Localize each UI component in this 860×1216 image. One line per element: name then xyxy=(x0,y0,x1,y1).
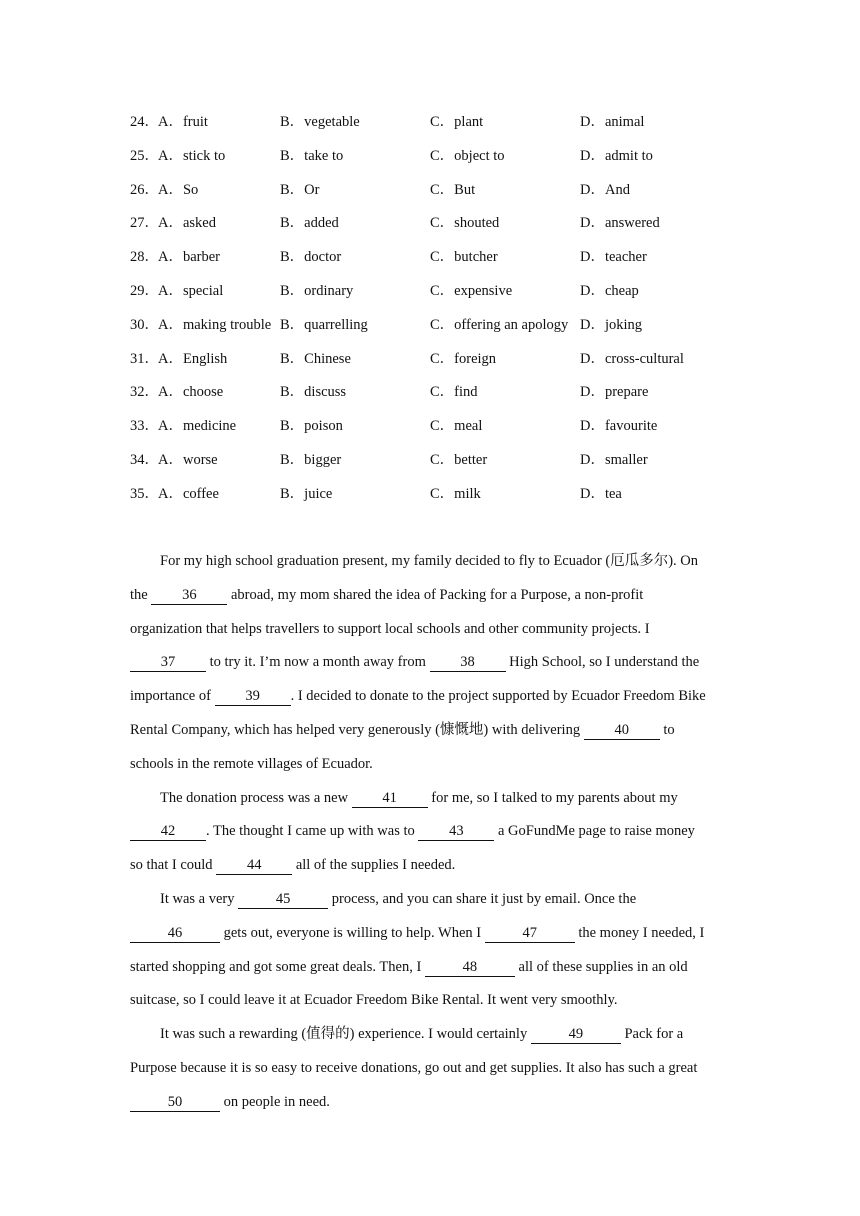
question-row-34 xyxy=(130,449,750,483)
question-row-32 xyxy=(130,381,750,415)
passage-text: Pack for a xyxy=(620,1026,684,1043)
question-row-25 xyxy=(130,145,750,179)
passage-text: all of these supplies in an old xyxy=(514,958,688,975)
option-a: A．choose xyxy=(158,384,224,401)
question-row-26 xyxy=(130,179,750,213)
option-d: D．favourite xyxy=(580,418,658,435)
option-b: B．discuss xyxy=(280,384,347,401)
passage-text: gets out, everyone is willing to help. When I xyxy=(220,924,485,941)
question-row-24 xyxy=(130,111,750,145)
question-number: 32． xyxy=(130,384,159,401)
option-c: C．better xyxy=(430,451,488,468)
question-number: 26． xyxy=(130,181,159,198)
option-d: D．teacher xyxy=(580,249,647,266)
option-a: A．fruit xyxy=(158,114,208,130)
passage-text: organization that helps travellers to support local schools and other community projects. I xyxy=(130,620,650,637)
passage-text: schools in the remote villages of Ecuador. xyxy=(130,755,373,772)
passage-line xyxy=(130,1090,730,1124)
option-a: A．asked xyxy=(158,215,216,232)
option-b: B．vegetable xyxy=(280,114,360,130)
option-d: D．animal xyxy=(580,114,645,130)
option-d: D．admit to xyxy=(580,147,653,164)
option-c: C．offering an apology xyxy=(430,316,569,333)
passage-text: suitcase, so I could leave it at Ecuador Freedom Bike Rental. It went very smoothly. xyxy=(130,992,618,1009)
option-b: B．juice xyxy=(280,485,333,502)
option-b: B．bigger xyxy=(280,451,342,468)
blank-39[interactable]: 39 xyxy=(215,688,291,706)
question-number: 34． xyxy=(130,451,159,468)
option-b: B．Or xyxy=(280,181,320,198)
option-d: D．tea xyxy=(580,485,622,502)
passage-line xyxy=(130,1056,730,1090)
passage-text: all of the supplies I needed. xyxy=(292,857,456,874)
question-row-30 xyxy=(130,314,750,348)
passage-line xyxy=(130,583,730,617)
passage-line xyxy=(130,752,730,786)
question-number: 35． xyxy=(130,485,159,502)
passage-text: High School, so I understand the xyxy=(505,654,700,671)
passage-text: the xyxy=(130,586,152,603)
blank-41[interactable]: 41 xyxy=(352,790,428,808)
question-number: 33． xyxy=(130,418,159,435)
blank-40[interactable]: 40 xyxy=(584,722,660,740)
passage-text: Purpose because it is so easy to receive donations, go out and get supplies. It also has such a great xyxy=(130,1059,698,1076)
blank-42[interactable]: 42 xyxy=(130,823,206,841)
option-d: D．prepare xyxy=(580,384,649,401)
option-c: C．But xyxy=(430,181,476,198)
passage-text: on people in need. xyxy=(220,1093,330,1110)
option-b: B．quarrelling xyxy=(280,316,368,333)
passage-line xyxy=(130,617,730,651)
passage-text: process, and you can share it just by email. Once the xyxy=(328,890,637,907)
passage-line xyxy=(130,988,730,1022)
option-b: B．added xyxy=(280,215,339,232)
option-a: A．worse xyxy=(158,451,218,468)
question-number: 28． xyxy=(130,249,159,266)
option-a: A．English xyxy=(158,350,228,367)
blank-50[interactable]: 50 xyxy=(130,1094,220,1112)
option-c: C．shouted xyxy=(430,215,500,232)
blank-46[interactable]: 46 xyxy=(130,925,220,943)
option-b: B．take to xyxy=(280,147,344,164)
passage-line xyxy=(130,921,730,955)
question-number: 27． xyxy=(130,215,159,232)
passage-line xyxy=(130,887,730,921)
question-row-28 xyxy=(130,246,750,280)
question-number: 30． xyxy=(130,316,159,333)
blank-44[interactable]: 44 xyxy=(216,857,292,875)
option-d: D．answered xyxy=(580,215,660,232)
option-c: C．find xyxy=(430,384,478,401)
passage-text: started shopping and got some great deals. Then, I xyxy=(130,958,425,975)
passage-text: It was a very xyxy=(160,890,239,907)
option-c: C．object to xyxy=(430,147,505,164)
option-b: B．poison xyxy=(280,418,343,435)
options-list xyxy=(130,111,750,517)
passage-line xyxy=(130,955,730,989)
passage-text: The donation process was a new xyxy=(160,789,352,806)
question-row-31 xyxy=(130,348,750,382)
option-d: D．And xyxy=(580,181,630,198)
passage-line xyxy=(130,650,730,684)
option-a: A．coffee xyxy=(158,485,219,502)
blank-36[interactable]: 36 xyxy=(151,587,227,605)
option-c: C．milk xyxy=(430,485,481,502)
option-a: A．stick to xyxy=(158,147,226,164)
passage-text: the money I needed, I xyxy=(574,924,705,941)
blank-38[interactable]: 38 xyxy=(430,654,506,672)
passage-text: for me, so I talked to my parents about my xyxy=(427,789,678,806)
passage-text: to try it. I’m now a month away from xyxy=(206,654,430,671)
option-c: C．plant xyxy=(430,114,484,130)
option-d: D．smaller xyxy=(580,451,648,468)
option-d: D．cross-cultural xyxy=(580,350,684,367)
question-number: 25． xyxy=(130,147,159,164)
passage-text: Rental Company, which has helped very generously (慷慨地) with delivering xyxy=(130,721,584,738)
question-row-27 xyxy=(130,212,750,246)
option-d: D．cheap xyxy=(580,282,639,299)
passage-line xyxy=(130,549,730,583)
question-number: 29． xyxy=(130,282,159,299)
option-a: A．So xyxy=(158,181,199,198)
option-a: A．making trouble xyxy=(158,316,272,333)
question-row-33 xyxy=(130,415,750,449)
passage-text: importance of xyxy=(130,688,215,705)
passage-text: It was such a rewarding (值得的) experience. I would certainly xyxy=(160,1026,531,1043)
passage-line xyxy=(130,786,730,820)
blank-49[interactable]: 49 xyxy=(531,1026,621,1044)
passage-line xyxy=(130,1022,730,1056)
option-c: C．butcher xyxy=(430,249,498,266)
option-b: B．ordinary xyxy=(280,282,354,299)
cloze-passage xyxy=(130,549,730,1124)
passage-text: so that I could xyxy=(130,857,217,874)
question-number: 24． xyxy=(130,114,159,130)
passage-text: a GoFundMe page to raise money xyxy=(494,823,695,840)
option-c: C．meal xyxy=(430,418,483,435)
option-d: D．joking xyxy=(580,316,643,333)
passage-text: For my high school graduation present, my family decided to fly to Ecuador (厄瓜多尔). On xyxy=(160,553,699,569)
passage-text: to xyxy=(659,721,675,738)
blank-45[interactable]: 45 xyxy=(238,891,328,909)
blank-37[interactable]: 37 xyxy=(130,654,206,672)
passage-line xyxy=(130,684,730,718)
option-a: A．special xyxy=(158,282,224,299)
passage-line xyxy=(130,853,730,887)
blank-48[interactable]: 48 xyxy=(425,959,515,977)
passage-text: . The thought I came up with was to xyxy=(206,823,419,840)
passage-text: abroad, my mom shared the idea of Packing for a Purpose, a non-profit xyxy=(227,586,644,603)
passage-text: . I decided to donate to the project supported by Ecuador Freedom Bike xyxy=(290,688,706,705)
option-b: B．doctor xyxy=(280,249,342,266)
blank-43[interactable]: 43 xyxy=(418,823,494,841)
blank-47[interactable]: 47 xyxy=(485,925,575,943)
option-b: B．Chinese xyxy=(280,350,351,367)
passage-line xyxy=(130,718,730,752)
passage-line xyxy=(130,819,730,853)
option-a: A．medicine xyxy=(158,418,237,435)
option-c: C．expensive xyxy=(430,282,513,299)
question-number: 31． xyxy=(130,350,159,367)
question-row-29 xyxy=(130,280,750,314)
option-a: A．barber xyxy=(158,249,221,266)
question-row-35 xyxy=(130,483,750,517)
option-c: C．foreign xyxy=(430,350,497,367)
